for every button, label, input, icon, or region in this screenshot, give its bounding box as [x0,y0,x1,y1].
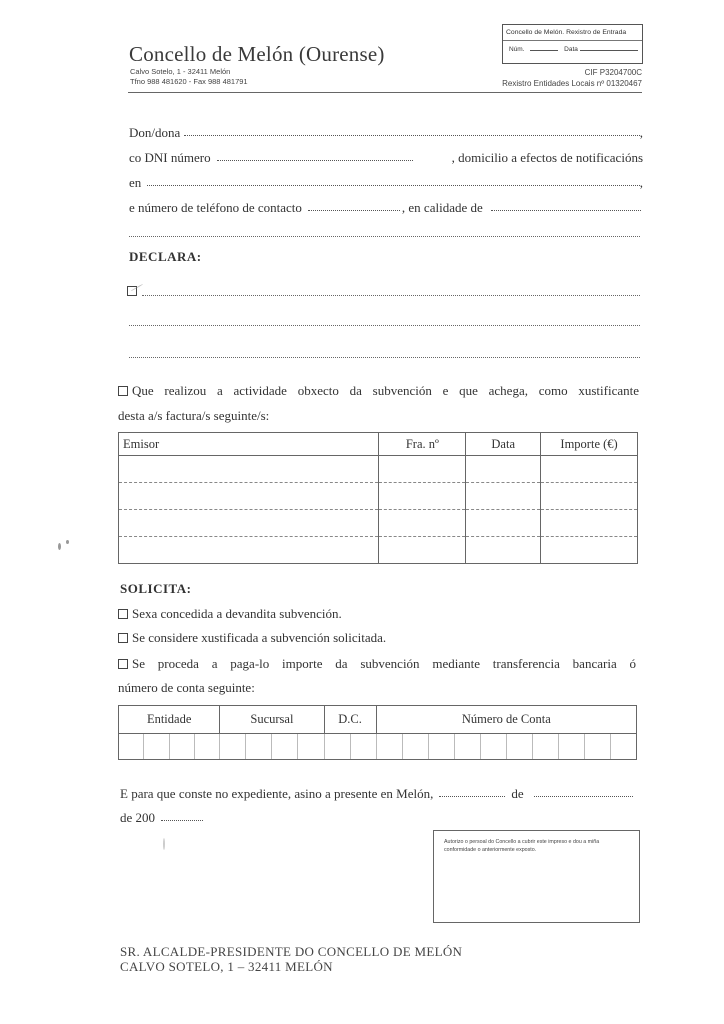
activity-declaration-text-2: desta a/s factura/s seguinte/s: [118,408,270,423]
registry-box-title: Concello de Melón. Rexistro de Entrada [503,25,642,41]
activity-checkbox[interactable] [118,386,128,396]
amount-cell[interactable] [541,537,638,564]
column-header-branch: Sucursal [220,706,324,734]
request-checkbox-3[interactable] [118,659,128,669]
declara-free-text-line-1[interactable] [142,295,640,296]
phone-label: e número de teléfono de contacto [129,200,302,215]
activity-declaration-row [118,383,639,399]
table-row [119,537,638,564]
authorization-text: Autorizo o persoal do Concello a cubrir este impreso e dou a miña conformidade o anteriormente exposto. [444,839,600,853]
invoice-number-cell[interactable] [379,456,466,483]
solicita-heading: SOLICITA: [120,581,192,596]
account-digit-cell[interactable] [532,734,558,760]
invoice-table [118,432,638,564]
control-digit-cell[interactable] [324,734,350,760]
emisor-cell[interactable] [119,510,379,537]
date-cell[interactable] [466,456,541,483]
emisor-cell[interactable] [119,456,379,483]
capacity-field-continued[interactable] [129,236,640,237]
address-field[interactable] [147,175,639,186]
name-label: Don/dona [129,125,181,140]
address-label: en [129,175,142,190]
account-digit-cell[interactable] [402,734,428,760]
table-row [119,510,638,537]
authorization-box[interactable] [433,830,640,923]
amount-cell[interactable] [541,510,638,537]
invoice-number-cell[interactable] [379,510,466,537]
account-digit-cell[interactable] [454,734,480,760]
registry-box-fields [503,41,642,59]
address-row: en , [129,175,643,190]
closing-year-row [120,810,203,826]
account-digit-cell[interactable] [558,734,584,760]
bank-digits-row [119,734,637,760]
column-header-control-digits: D.C. [324,706,376,734]
municipality-title: Concello de Melón (Ourense) [129,42,385,66]
invoice-number-cell[interactable] [379,537,466,564]
request-option-3 [118,656,636,672]
amount-cell[interactable] [541,456,638,483]
activity-declaration-text: Que realizou a actividade obxecto da subvención e que achega, como xustificante [132,383,639,398]
entity-digit-cell[interactable] [194,734,219,760]
registry-num-label: Núm. [509,46,525,53]
request-option-1 [118,606,342,622]
addressee-line-1: SR. ALCALDE-PRESIDENTE DO CONCELLO DE MELÓN [120,944,463,959]
branch-digit-cell[interactable] [220,734,246,760]
branch-digit-cell[interactable] [272,734,298,760]
request-checkbox-2[interactable] [118,633,128,643]
municipality-phone-fax: Tfno 988 481620 - Fax 988 481791 [130,77,248,86]
scan-artifact [58,543,61,550]
account-digit-cell[interactable] [428,734,454,760]
capacity-label: , en calidade de [401,200,483,215]
invoice-table-header [119,433,638,456]
emisor-cell[interactable] [119,537,379,564]
registry-date-label: Data [564,46,578,53]
bank-account-table [118,705,637,760]
declara-heading: DECLARA: [129,249,202,264]
declara-free-text-line-2[interactable] [129,325,640,326]
account-digit-cell[interactable] [376,734,402,760]
declara-free-text-line-3[interactable] [129,357,640,358]
column-header-account-number: Número de Conta [376,706,636,734]
closing-year-label: de 200 [120,810,156,825]
scan-artifact [163,838,165,850]
account-digit-cell[interactable] [480,734,506,760]
entity-digit-cell[interactable] [169,734,194,760]
closing-row [120,786,633,802]
invoice-number-cell[interactable] [379,483,466,510]
name-row: Don/dona , [129,125,643,140]
branch-digit-cell[interactable] [246,734,272,760]
municipality-address: Calvo Sotelo, 1 - 32411 Melón [130,67,231,76]
date-cell[interactable] [466,483,541,510]
column-header-emisor: Emisor [119,433,379,456]
local-entities-registry-number: Rexistro Entidades Locais nº 01320467 [502,79,642,88]
bank-table-header [119,706,637,734]
cif-number: CIF P3204700C [584,68,642,77]
column-header-invoice-number: Fra. nº [379,433,466,456]
request-checkbox-1[interactable] [118,609,128,619]
emisor-cell[interactable] [119,483,379,510]
scan-artifact [66,540,69,544]
registry-stamp-box [502,24,643,64]
request-option-3-text: Se proceda a paga-lo importe da subvención mediante transferencia bancaria ó [132,656,636,671]
column-header-amount: Importe (€) [541,433,638,456]
column-header-date: Data [466,433,541,456]
capacity-field[interactable] [491,200,641,211]
addressee-block [120,944,462,974]
phone-row [129,200,641,216]
dni-label: co DNI número [129,150,211,165]
request-option-2-text: Se considere xustificada a subvención solicitada. [132,630,387,645]
entity-digit-cell[interactable] [144,734,169,760]
account-digit-cell[interactable] [584,734,610,760]
account-digit-cell[interactable] [506,734,532,760]
closing-month-field[interactable] [534,786,633,797]
addressee-line-2: CALVO SOTELO, 1 – 32411 MELÓN [120,959,333,974]
request-option-2 [118,630,386,646]
table-row [119,456,638,483]
phone-field[interactable] [308,200,400,211]
header-divider [128,92,642,93]
control-digit-cell[interactable] [350,734,376,760]
date-cell[interactable] [466,537,541,564]
request-option-3-text-2: número de conta seguinte: [118,680,255,695]
closing-text: E para que conste no expediente, asino a presente en Melón, [120,786,434,801]
amount-cell[interactable] [541,483,638,510]
account-digit-cell[interactable] [610,734,636,760]
registry-date-field[interactable] [580,44,638,51]
domicile-label: , domicilio a efectos de notificacións [451,150,643,165]
dni-row [129,150,643,166]
closing-year-field[interactable] [161,810,203,821]
dni-field[interactable] [217,150,413,161]
request-option-1-text: Sexa concedida a devandita subvención. [132,606,342,621]
date-cell[interactable] [466,510,541,537]
closing-de-label: de [511,786,524,801]
entity-digit-cell[interactable] [119,734,144,760]
table-row [119,483,638,510]
registry-num-field[interactable] [530,44,558,51]
branch-digit-cell[interactable] [298,734,324,760]
closing-day-field[interactable] [439,786,505,797]
name-field[interactable] [184,125,639,136]
column-header-entity: Entidade [119,706,220,734]
